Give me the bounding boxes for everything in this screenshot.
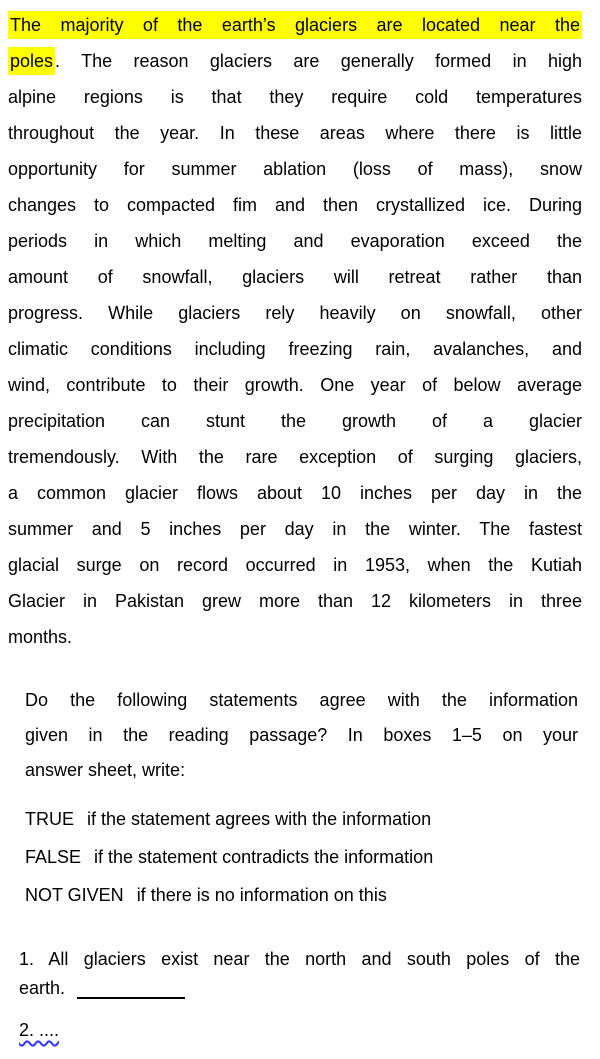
answer-blank (77, 981, 185, 999)
text-line (25, 718, 578, 753)
text-segment: summer and 5 inches per day in the winter. The fastest (8, 519, 582, 539)
text-line (8, 475, 582, 511)
criteria-row-not-given (25, 876, 590, 914)
question-1 (19, 945, 580, 1003)
criteria-description-not-given: if there is no information on this (136, 885, 387, 905)
text-line (8, 187, 582, 223)
text-segment: given in the reading passage? In boxes 1–5 on your (25, 725, 578, 745)
text-segment: changes to compacted fim and then crystallized ice. During (8, 195, 582, 215)
criteria-description-false: if the statement contradicts the information (94, 847, 434, 867)
text-line (19, 974, 580, 1003)
text-segment: opportunity for summer ablation (loss of mass), snow (8, 159, 582, 179)
text-line (8, 583, 582, 619)
highlighted-text: poles (8, 47, 55, 75)
text-segment: periods in which melting and evaporation exceed the (8, 231, 582, 251)
question-2-label: 2. .... (19, 1020, 60, 1040)
text-line (8, 547, 582, 583)
highlighted-text: The majority of the earth’s glaciers are located near the (8, 11, 582, 39)
text-segment: glacial surge on record occurred in 1953, when the Kutiah (8, 555, 582, 575)
text-line (8, 619, 582, 655)
text-line (19, 945, 580, 974)
text-line (8, 151, 582, 187)
text-line (8, 7, 582, 43)
text-segment: months. (8, 627, 73, 647)
text-line (8, 439, 582, 475)
reading-passage (8, 7, 582, 655)
text-line (8, 259, 582, 295)
document-page (0, 7, 600, 1044)
text-line (8, 115, 582, 151)
text-segment: . The reason glaciers are generally formed in high (55, 51, 582, 71)
criteria-label-not-given: NOT GIVEN (25, 885, 124, 905)
text-segment: climatic conditions including freezing rain, avalanches, and (8, 339, 582, 359)
text-line (8, 223, 582, 259)
criteria-row-true (25, 800, 590, 838)
text-segment: Do the following statements agree with the information (25, 690, 578, 710)
question-instructions (25, 683, 578, 788)
text-segment: wind, contribute to their growth. One year of below average (8, 375, 582, 395)
text-line (8, 511, 582, 547)
text-segment: throughout the year. In these areas where there is little (8, 123, 582, 143)
text-line (8, 43, 582, 79)
text-line (8, 367, 582, 403)
text-segment: alpine regions is that they require cold temperatures (8, 87, 582, 107)
text-segment: earth. (19, 978, 66, 998)
text-segment: 1. All glaciers exist near the north and south poles of the (19, 949, 580, 969)
text-segment: a common glacier flows about 10 inches per day in the (8, 483, 582, 503)
text-segment: tremendously. With the rare exception of surging glaciers, (8, 447, 582, 467)
text-line (25, 753, 578, 788)
text-segment: precipitation can stunt the growth of a glacier (8, 411, 582, 431)
criteria-label-false: FALSE (25, 847, 82, 867)
question-2 (19, 1016, 580, 1044)
text-line (8, 295, 582, 331)
criteria-description-true: if the statement agrees with the information (87, 809, 432, 829)
text-line (8, 331, 582, 367)
criteria-label-true: TRUE (25, 809, 74, 829)
text-segment: progress. While glaciers rely heavily on snowfall, other (8, 303, 582, 323)
text-segment: answer sheet, write: (25, 760, 186, 780)
text-line (8, 403, 582, 439)
text-line (25, 683, 578, 718)
text-line (8, 79, 582, 115)
text-segment: amount of snowfall, glaciers will retreat rather than (8, 267, 582, 287)
text-segment: Glacier in Pakistan grew more than 12 kilometers in three (8, 591, 582, 611)
answer-criteria (25, 800, 590, 914)
criteria-row-false (25, 838, 590, 876)
